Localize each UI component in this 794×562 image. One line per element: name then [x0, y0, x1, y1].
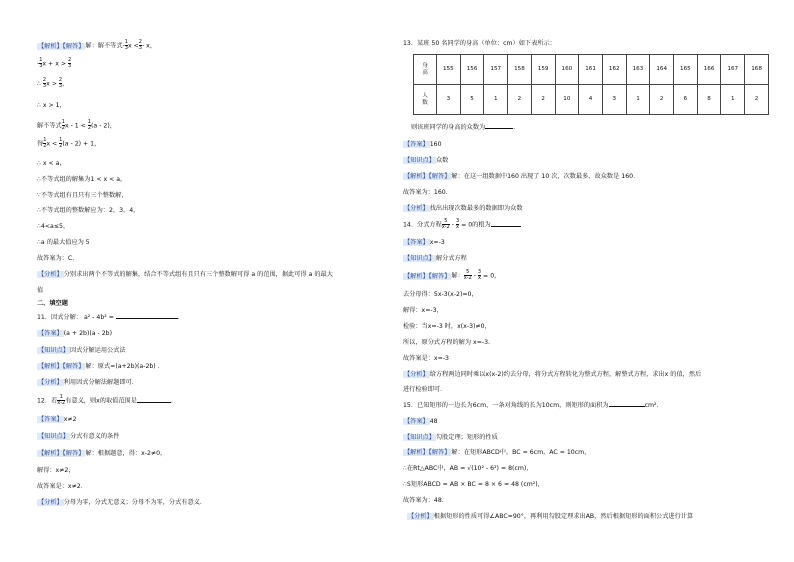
analysis-11: 【分析】利用因式分解法解题即可．: [38, 379, 138, 386]
count-cell: 5: [460, 85, 484, 115]
count-cell: 6: [674, 85, 698, 115]
height-cell: 161: [579, 55, 603, 85]
count-row: [414, 85, 769, 115]
solution-line-5: 解不等式 $\frac{1}{2}$ x - 1 < $\frac{1}{2}$ (a - 2)，: [37, 119, 116, 131]
solution-line-10: ∴不等式组的整数解应为：2，3，4，: [37, 207, 140, 214]
solution-line-4: ∴ x > 1，: [37, 102, 66, 109]
height-cell: 167: [721, 55, 745, 85]
count-cell: 3: [602, 85, 626, 115]
count-cell: 2: [531, 85, 555, 115]
solution-line-12: ∴a 的最大值应为 5: [37, 239, 90, 246]
height-cell: 159: [531, 55, 555, 85]
height-table: [413, 54, 769, 115]
solution-15-c: ∴S矩形ABCD = AB × BC = 8 × 6 = 48 (cm²)，: [403, 481, 544, 488]
solution-line-1: 【解析】【解答】解：解不等式- $\frac{1}{3}$ x < $\frac{2}{3}$ - x，: [38, 39, 157, 51]
answer-blank: [116, 318, 178, 319]
analysis-13: 【分析】找出出现次数最多的数据即为众数: [404, 205, 523, 212]
solution-13: 【解析】【解答】解：在这一组数据中160 出现了 10 次，次数最多，故众数是 160.: [404, 173, 636, 180]
height-cell: 168: [745, 55, 769, 85]
question-15: 15．已知矩形的一边长为6cm，一条对角线的长为10cm，则矩形的面积为 cm².: [403, 402, 659, 409]
height-cell: 156: [460, 55, 484, 85]
solution-14-b: 去分母得：5x-3(x-2)=0，: [403, 291, 478, 298]
count-cell: 8: [697, 85, 721, 115]
solution-line-2: - $\frac{1}{3}$ x + x > $\frac{2}{3}$: [37, 57, 72, 69]
answer-blank: [491, 226, 521, 227]
answer-13: 【答案】160: [404, 141, 442, 148]
solution-15-d: 故答案为：48.: [403, 497, 444, 504]
question-14: 14．分式方程 $\frac{5}{x-2}$ - $\frac{3}{x}$ = 0的根为: [403, 219, 521, 230]
solution-line-3: ∴ $\frac{2}{3}$ x > $\frac{2}{3}$ ，: [37, 77, 69, 89]
height-cell: 160: [555, 55, 579, 85]
answer-blank: [137, 402, 171, 403]
answer-12: 【答案】x≠2: [38, 416, 77, 423]
count-cell: 2: [508, 85, 532, 115]
count-cell: 2: [745, 85, 769, 115]
analysis-14: 【分析】给方程两边同时乘以x(x-2)约去分母，将分式方程转化为整式方程，解整式方程，求出x 的值，然后: [404, 371, 702, 378]
count-cell: 4: [579, 85, 603, 115]
solution-line-7: ∴ x < a，: [37, 160, 66, 167]
solution-15-b: ∴在Rt△ABC中，AB = √(10² - 6²) = 8(cm)，: [403, 465, 533, 472]
analysis-15: 【分析】根据矩形的性质可得∠ABC=90°，再利用勾股定理求出AB，然后根据矩形的面积公式进行计算: [408, 513, 694, 520]
row-label-count: 人 数: [414, 85, 437, 115]
knowledge-11: 【知识点】因式分解运用公式法: [38, 347, 126, 354]
solution-line-9: ∵不等式组有且只有三个整数解，: [37, 192, 128, 199]
height-cell: 164: [650, 55, 674, 85]
answer-14: 【答案】x=-3: [404, 239, 445, 246]
count-cell: 1: [721, 85, 745, 115]
solution-14-c: 解得：x=-3，: [403, 307, 443, 314]
solution-line-6: 得 $\frac{1}{2}$ x < $\frac{1}{2}$ (a - 2) + 1，: [37, 137, 101, 149]
knowledge-15: 【知识点】勾股定理；矩形的性质: [404, 434, 498, 441]
solution-14-f: 故答案是：x=-3: [403, 355, 449, 362]
count-cell: 3: [437, 85, 461, 115]
solution-14: 【解析】【解答】解： $\frac{5}{x-2}$ - $\frac{3}{x}$ = 0，: [404, 269, 501, 281]
count-cell: 1: [626, 85, 650, 115]
solution-12-b: 解得：x≠2，: [37, 467, 75, 474]
solution-15: 【解析】【解答】解：在矩形ABCD中，BC = 6cm，AC = 10cm，: [404, 449, 591, 456]
row-label-height: 身 高: [414, 55, 437, 85]
height-row: [414, 55, 769, 85]
count-cell: 10: [555, 85, 579, 115]
section-heading: 二、填空题: [37, 300, 68, 307]
count-cell: 2: [650, 85, 674, 115]
height-cell: 163: [626, 55, 650, 85]
solution-line-13: 故答案为：C.: [37, 255, 75, 262]
answer-11: 【答案】(a + 2b)(a - 2b): [38, 330, 113, 337]
knowledge-12: 【知识点】分式有意义的条件: [38, 433, 120, 440]
answer-blank: [609, 406, 645, 407]
analysis-12: 【分析】分母为零，分式无意义；分母不为零，分式有意义．: [38, 499, 207, 506]
height-cell: 165: [674, 55, 698, 85]
solution-line-11: ∴4<a≤5，: [37, 223, 70, 230]
solution-12: 【解析】【解答】解：根据题意，得：x-2≠0，: [38, 450, 167, 457]
analysis-14-cont: 进行检验即可．: [403, 386, 447, 393]
question-12: 12．若 $\frac{1}{x-2}$ 有意义，则x的取值范围是 ．: [37, 394, 178, 406]
height-cell: 166: [697, 55, 721, 85]
answer-blank: [485, 128, 513, 129]
analysis-line: 【分析】分别求出两个不等式的解集，结合不等式组有且只有三个整数解可得 a 的范围，据此可得 a 的最大: [38, 271, 333, 278]
knowledge-14: 【知识点】解分式方程: [404, 255, 467, 262]
answer-15: 【答案】48: [404, 418, 438, 425]
analysis-tag: 【解析】【解答】: [38, 42, 85, 50]
solution-14-d: 检验：当x=-3 时，x(x-3)≠0，: [403, 323, 491, 330]
height-cell: 155: [437, 55, 461, 85]
solution-13-b: 故答案为：160.: [403, 189, 448, 196]
solution-14-e: 所以，原分式方程的解为 x=-3.: [403, 339, 491, 346]
knowledge-13: 【知识点】众数: [404, 157, 449, 164]
count-cell: 1: [484, 85, 508, 115]
solution-12-c: 故答案是：x≠2．: [37, 483, 87, 490]
question-13-end: 则该班同学的身高的众数为 ．: [411, 124, 520, 131]
analysis-line-cont: 值: [37, 287, 44, 294]
height-cell: 162: [602, 55, 626, 85]
height-cell: 157: [484, 55, 508, 85]
solution-line-8: ∴不等式组的解集为1 < x < a，: [37, 176, 127, 183]
solution-11: 【解析】【解答】解：原式=(a+2b)(a-2b) ．: [38, 363, 164, 370]
question-11: 11．因式分解： a² - 4b² = ．: [37, 314, 185, 321]
question-13: 13．某班 50 名同学的身高（单位：cm）如下表所示：: [403, 40, 556, 47]
height-cell: 158: [508, 55, 532, 85]
